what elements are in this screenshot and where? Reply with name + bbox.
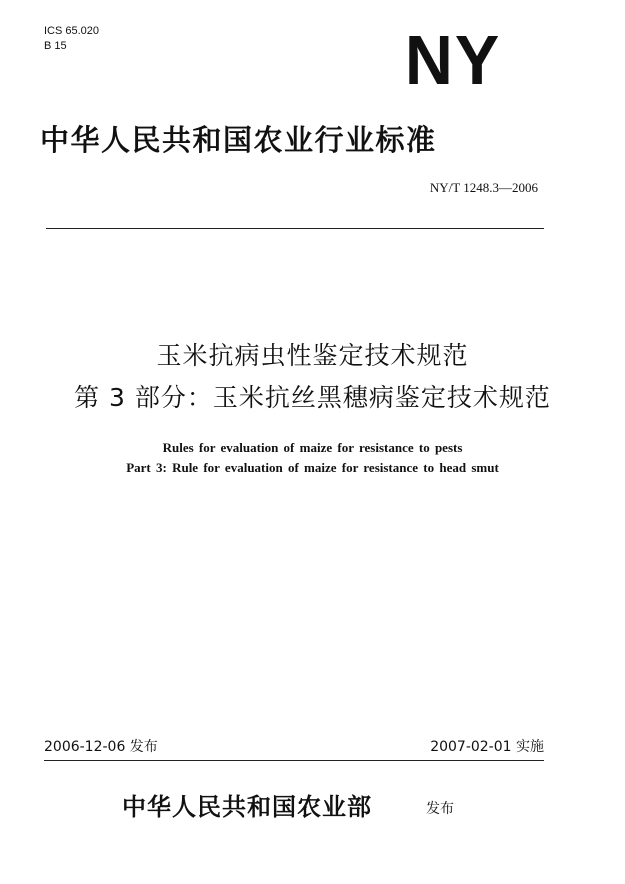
implementation-date: 2007-02-01 实施 xyxy=(430,739,544,755)
publisher-name: 中华人民共和国农业部 xyxy=(122,792,372,821)
english-title-line-2: Part 3: Rule for evaluation of maize for resistance to head smut xyxy=(126,460,499,475)
standard-code: NY/T 1248.3—2006 xyxy=(429,180,538,195)
ny-logo: NY xyxy=(404,21,502,99)
issue-date: 2006-12-06 发布 xyxy=(44,739,158,755)
organization-title: 中华人民共和国农业行业标准 xyxy=(40,123,437,157)
footer-divider xyxy=(44,760,544,761)
classification-code: B 15 xyxy=(44,40,67,52)
ics-code: ICS 65.020 xyxy=(44,25,100,37)
publisher-suffix: 发布 xyxy=(426,801,454,817)
header-divider xyxy=(46,228,544,229)
title-line-1: 玉米抗病虫性鉴定技术规范 xyxy=(156,341,469,370)
title-line-2: 第 3 部分：玉米抗丝黑穗病鉴定技术规范 xyxy=(74,383,551,412)
english-title-line-1: Rules for evaluation of maize for resistance to pests xyxy=(162,440,463,455)
